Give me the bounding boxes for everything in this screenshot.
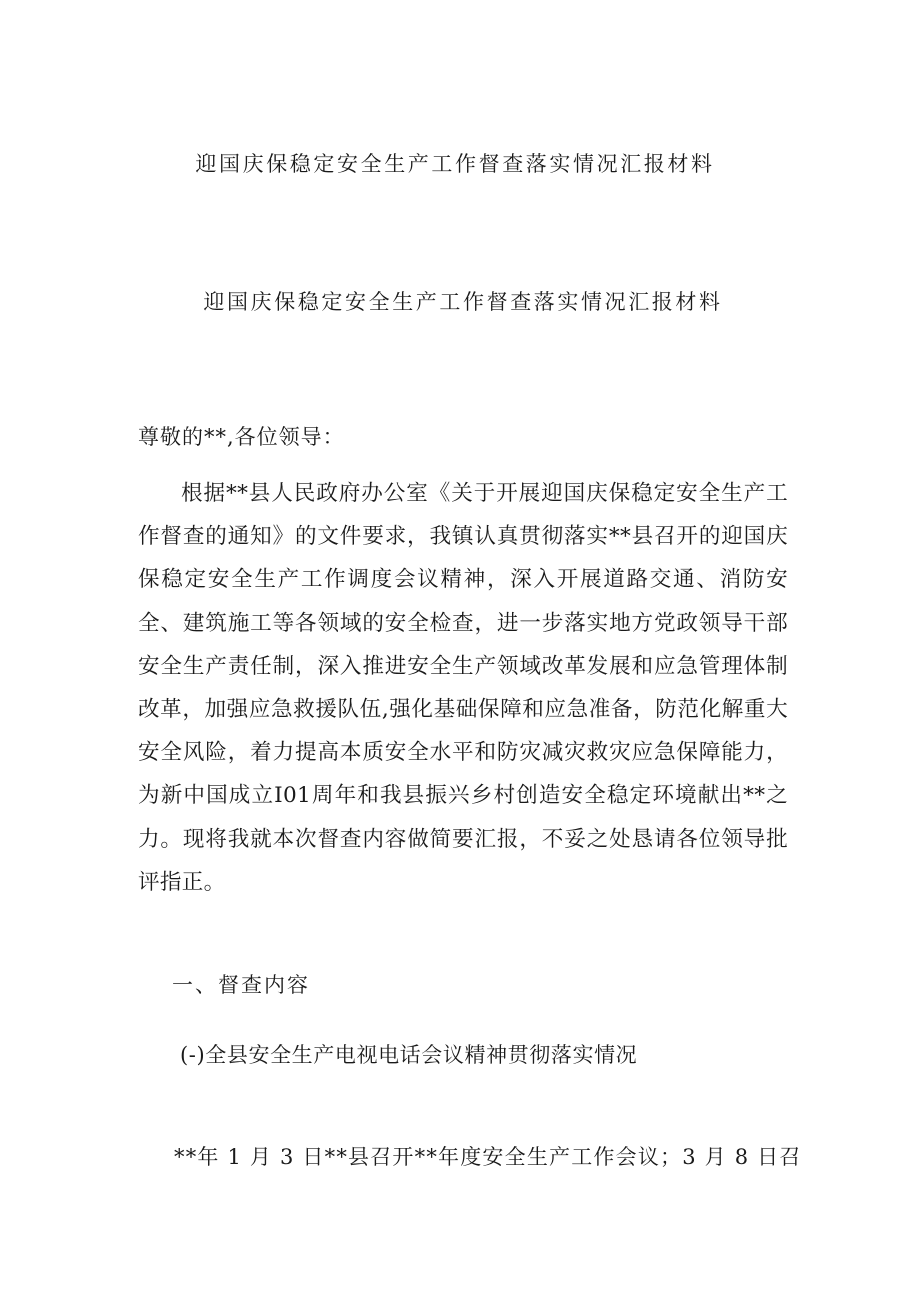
- section-heading: 一、督查内容: [172, 973, 310, 997]
- subsection-heading: (-)全县安全生产电视电话会议精神贯彻落实情况: [180, 1043, 638, 1067]
- meeting-paragraph: **年 1 月 3 日**县召开**年度安全生产工作会议；3 月 8 日召: [174, 1145, 802, 1169]
- document-subtitle: 迎国庆保稳定安全生产工作督查落实情况汇报材料: [203, 290, 723, 314]
- intro-paragraph: 根据**县人民政府办公室《关于开展迎国庆保稳定安全生产工作督查的通知》的文件要求，我镇认真贯彻落实**县召开的迎国庆保稳定安全生产工作调度会议精神，深入开展道路交通、消防安全、建筑施工等各领域的安全检查，进一步落实地方党政领导干部安全生产责任制，深入推进安全生产领域改革发展和应急管理体制改革，加强应急救援队伍,强化基础保障和应急准备，防范化解重大安全风险，着力提高本质安全水平和防灾减灾救灾应急保障能力，为新中国成立I01周年和我县振兴乡村创造安全稳定环境献出**之力。现将我就本次督查内容做简要汇报，不妥之处恳请各位领导批评指正。: [138, 481, 788, 895]
- document-title: 迎国庆保稳定安全生产工作督查落实情况汇报材料: [195, 152, 715, 176]
- greeting: 尊敬的**,各位领导：: [138, 425, 345, 449]
